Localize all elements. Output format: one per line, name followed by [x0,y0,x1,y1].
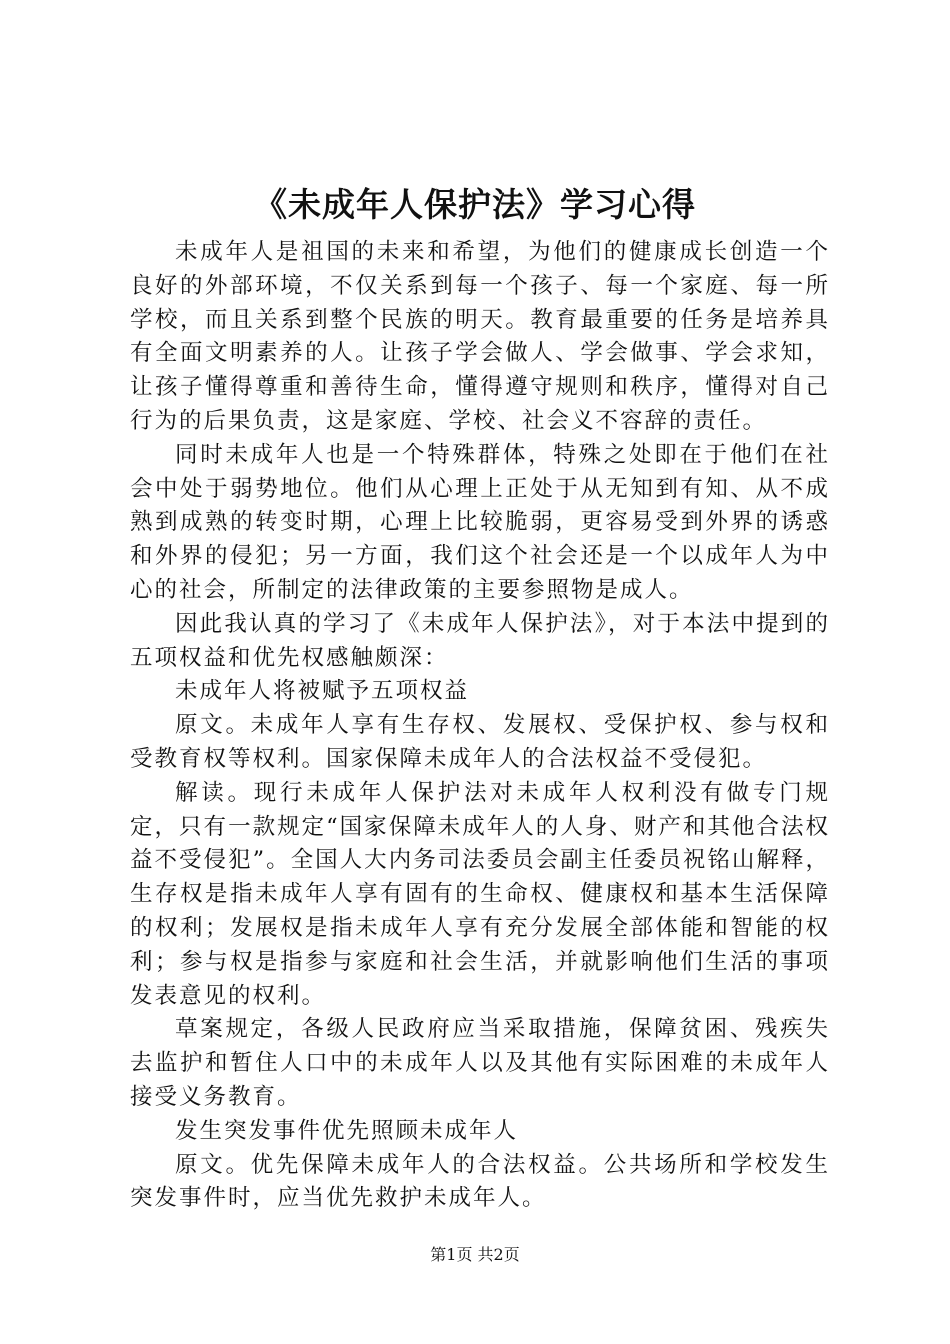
paragraph-intro: 未成年人是祖国的未来和希望，为他们的健康成长创造一个良好的外部环境，不仅关系到每一个孩子、每一个家庭、每一所学校，而且关系到整个民族的明天。教育最重要的任务是培养具有全面文明素养的人。让孩子学会做人、学会做事、学会求知，让孩子懂得尊重和善待生命，懂得遵守规则和秩序，懂得对自己行为的后果负责，这是家庭、学校、社会义不容辞的责任。 [130,239,830,434]
document-body [130,236,830,1216]
paragraph-interpretation: 解读。现行未成年人保护法对未成年人权利没有做专门规定，只有一款规定“国家保障未成年人的人身、财产和其他合法权益不受侵犯”。全国人大内务司法委员会副主任委员祝铭山解释，生存权是指未成年人享有固有的生命权、健康权和基本生活保障的权利；发展权是指未成年人享有充分发展全部体能和智能的权利；参与权是指参与家庭和社会生活，并就影响他们生活的事项发表意见的权利。 [130,779,830,1009]
paragraph-draft-provision: 草案规定，各级人民政府应当采取措施，保障贫困、残疾失去监护和暂住人口中的未成年人以及其他有实际困难的未成年人接受义务教育。 [130,1016,830,1110]
paragraph-special-group: 同时未成年人也是一个特殊群体，特殊之处即在于他们在社会中处于弱势地位。他们从心理上正处于从无知到有知、从不成熟到成熟的转变时期，心理上比较脆弱，更容易受到外界的诱惑和外界的侵犯；另一方面，我们这个社会还是一个以成年人为中心的社会，所制定的法律政策的主要参照物是成人。 [130,441,830,603]
paragraph-original-text-1: 原文。未成年人享有生存权、发展权、受保护权、参与权和受教育权等权利。国家保障未成年人的合法权益不受侵犯。 [130,712,830,772]
paragraph-original-text-2: 原文。优先保障未成年人的合法权益。公共场所和学校发生突发事件时，应当优先救护未成年人。 [130,1151,830,1212]
heading-five-rights: 未成年人将被赋予五项权益 [175,678,470,705]
document-title: 《未成年人保护法》学习心得 [254,185,696,224]
page-footer: 第1页 共2页 [430,1245,520,1264]
paragraph-study: 因此我认真的学习了《未成年人保护法》，对于本法中提到的五项权益和优先权感触颇深： [130,610,830,671]
heading-emergency-priority: 发生突发事件优先照顾未成年人 [175,1117,519,1144]
